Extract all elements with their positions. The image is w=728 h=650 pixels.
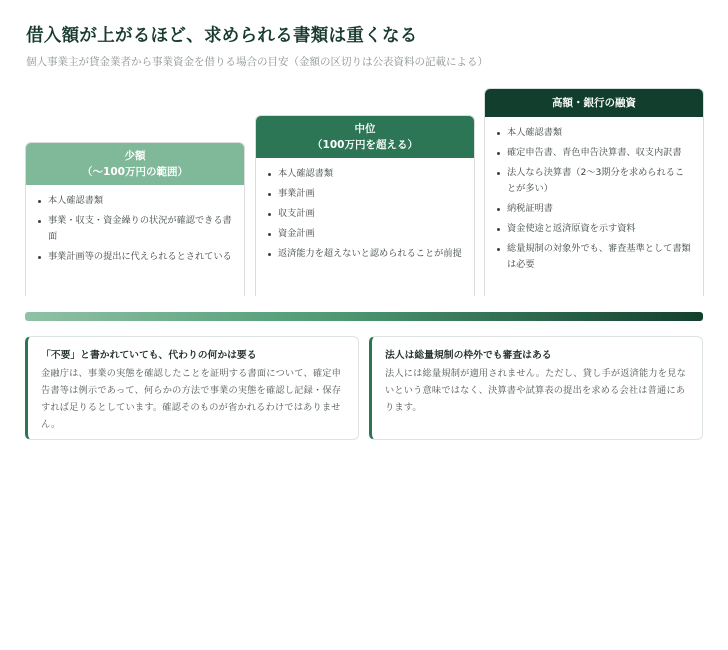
list-item: 本人確認書類	[36, 193, 234, 209]
tier-card-mid	[255, 115, 475, 296]
tier-label: 少額	[124, 150, 146, 162]
list-item: 事業計画等の提出に代えられるとされている	[36, 249, 234, 265]
list-item: 事業計画	[266, 186, 464, 202]
note-body: 金融庁は、事業の実態を確認したことを証明する書面について、確定申告書等は例示であって、何らかの方法で事業の実態を確認し記録・保存すれば足りるとしています。確認そのものが省かれるわけではありません。	[41, 368, 342, 430]
note-title: 「不要」と書かれていても、代わりの何かは要る	[41, 350, 257, 361]
list-item: 本人確認書類	[266, 166, 464, 182]
tier-item-list	[485, 117, 703, 273]
list-item: 本人確認書類	[495, 125, 693, 141]
tier-label: 高額・銀行の融資	[552, 97, 636, 109]
note-title: 法人は総量規制の枠外でも審査はある	[385, 350, 552, 361]
list-item: 納税証明書	[495, 201, 693, 217]
tier-label: 中位	[354, 123, 376, 135]
tier-sublabel: （100万円を超える）	[312, 139, 418, 151]
list-item: 総量規制の対象外でも、審査基準として書類は必要	[495, 241, 693, 273]
page-subtitle: 個人事業主が貸金業者から事業資金を借りる場合の目安（金額の区切りは公表資料の記載による）	[26, 56, 488, 68]
tier-item-list	[256, 158, 474, 262]
tier-card-large	[484, 88, 704, 296]
page-title: 借入額が上がるほど、求められる書類は重くなる	[26, 26, 418, 46]
list-item: 資金計画	[266, 226, 464, 242]
list-item: 事業・収支・資金繰りの状況が確認できる書面	[36, 213, 234, 245]
note-card-corporation	[369, 336, 703, 440]
list-item: 収支計画	[266, 206, 464, 222]
list-item: 法人なら決算書（2〜3期分を求められることが多い）	[495, 165, 693, 197]
tier-card-small	[25, 142, 245, 296]
tier-item-list	[26, 185, 244, 265]
note-card-documents	[25, 336, 359, 440]
tier-header-small	[26, 143, 244, 185]
tier-sublabel: （〜100万円の範囲）	[82, 166, 188, 178]
tier-header-large	[485, 89, 703, 117]
list-item: 返済能力を超えないと認められることが前提	[266, 246, 464, 262]
list-item: 確定申告書、青色申告決算書、収支内訳書	[495, 145, 693, 161]
tier-header-mid	[256, 116, 474, 158]
list-item: 資金使途と返済原資を示す資料	[495, 221, 693, 237]
tier-gradient-bar	[25, 312, 703, 321]
note-body: 法人には総量規制が適用されません。ただし、貸し手が返済能力を見ないという意味ではなく、決算書や試算表の提出を求める会社は普通にあります。	[385, 368, 686, 413]
